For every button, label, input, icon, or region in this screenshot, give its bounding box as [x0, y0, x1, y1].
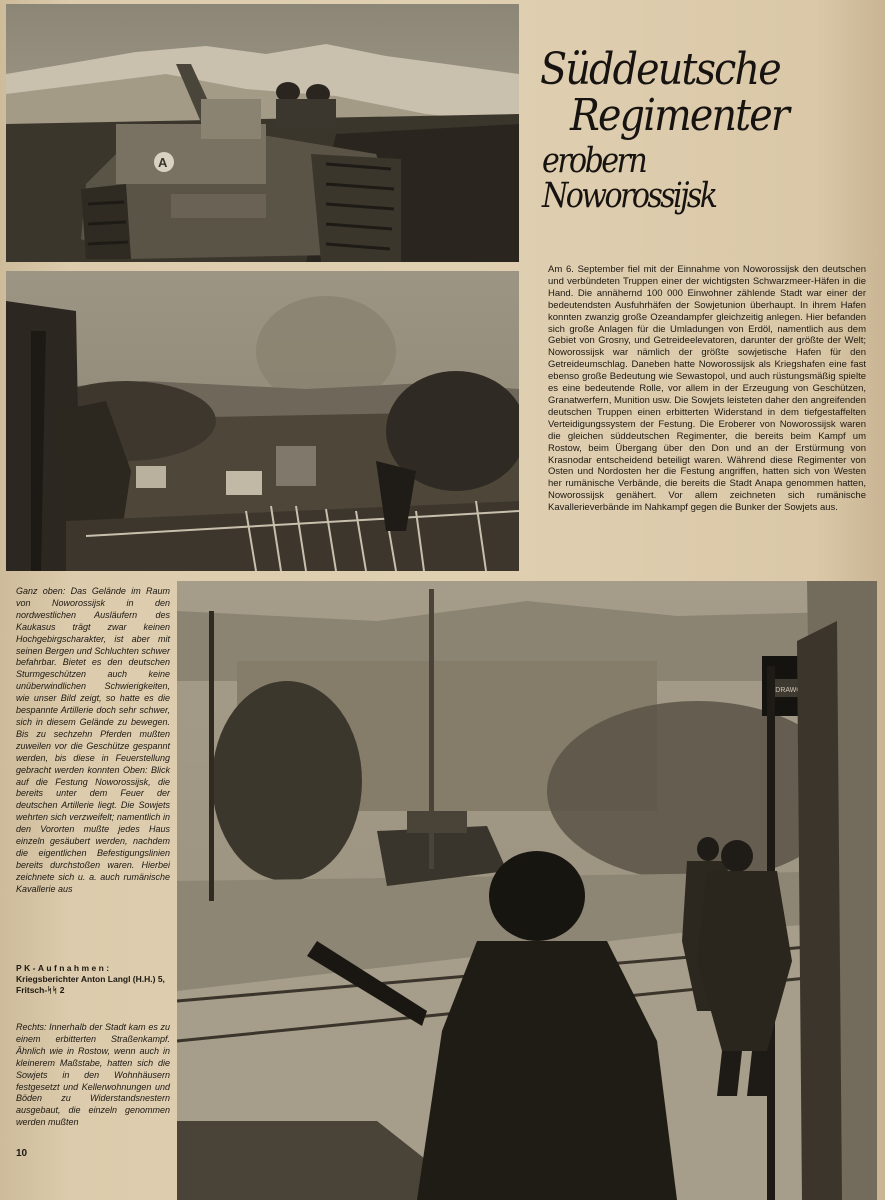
photo-credit-text: Kriegsberichter Anton Langl (H.H.) 5, Fritsch-ᛋᛋ 2 [16, 974, 165, 995]
title-line-3: erobern Noworossijsk [542, 141, 716, 216]
article-title [540, 44, 870, 216]
page-number: 10 [16, 1148, 28, 1159]
title-line-2: Regimenter [570, 90, 789, 141]
photo-credit-label: PK-Aufnahmen: [16, 963, 112, 973]
photo-caption-main: Ganz oben: Das Gelände im Raum von Noworossijsk in den nordwestlichen Ausläufern des Kaukasus trägt zwar keinen Hochgebirgscharakter, ist aber mit seinen Bergen und Schluchten schwer befahrbar. Bietet es den deutschen Sturmgeschützen auch keine unüberwindlichen Schwierigkeiten, wie unser Bild zeigt, so hatte es die bespannte Artillerie doch sehr schwer, sich in diesem Gelände zu bewegen. Bis zu sechzehn Pferden mußten zuweilen vor die Geschütze gespannt werden, bis diese in Feuerstellung gebracht werden konnten Oben: Blick auf die Festung Noworossijsk, die bereits unter dem Feuer der deutschen Artillerie liegt. Die Sowjets wehrten sich verzweifelt; namentlich in den Vororten mußte jedes Haus einzeln gesäubert werden, nachdem die eigentlichen Befestigungslinien bereits durchstoßen waren. Hierbei zeichnete sich u. a. auch rumänische Kavallerie aus [16, 586, 170, 894]
title-line-1: Süddeutsche [540, 44, 780, 95]
tank-marking: A [158, 155, 168, 170]
photo-street-fighting [177, 581, 877, 1200]
photo-town-view-image [6, 271, 519, 571]
photo-assault-gun-image [6, 4, 519, 262]
photo-caption-right: Rechts: Innerhalb der Stadt kam es zu einem erbitterten Straßenkampf. Ähnlich wie in Rostow, wenn auch in kleinerem Maßstabe, hatten sich die Sowjets in den Wohnhäusern festgesetzt und Kellerwohnungen und Böden zu Widerstandsnestern ausgebaut, die einzeln genommen werden mußten [16, 1022, 170, 1128]
photo-street-fighting-image [177, 581, 877, 1200]
photo-town-view [6, 271, 519, 571]
article-body: Am 6. September fiel mit der Einnahme von Noworossijsk den deutschen und verbündeten Truppen einer der wichtigsten Schwarzmeer-Häfen in die Hand. Die annähernd 100 000 Einwohner zählende Stadt war einer der bedeutendsten Ausfuhrhäfen der Sowjetunion überhaupt. In ihrem Hafen konnten zwanzig große Ozeandampfer gleichzeitig anlegen. Hier befanden sich große Anlagen für die Umladungen von Erdöl, namentlich aus dem Gebiet von Grosny, und Getreideelevatoren, darunter der größte der Welt; Noworossijsk war nämlich der größte sowjetische Hafen für den Getreideumschlag. Daneben hatte Noworossijsk als Kriegshafen eine fast ebenso große Bedeutung wie Sewastopol, und auch rüstungsmäßig spielte es eine bedeutende Rolle, vor allem in der Erzeugung von Geschützen, Granatwerfern, Munition usw. Die Sowjets leisteten daher den angreifenden deutschen Truppen einen erbitterten Widerstand in dem tiefgestaffelten Verteidigungssystem der Festung. Die Eroberer von Noworossijsk waren die gleichen süddeutschen Regimenter, die bereits beim Kampf um Rostow, beim Übergang über den Don und an der Erstürmung von Krasnodar entscheidend beteiligt waren. Während diese Regimenter von Osten und Nordosten her die Festung angriffen, hatten sich von Westen her rumänische Verbände, die bereits die Stadt Anapa genommen hatten, Noworossijsk genähert. Vor allem zeichneten sich rumänische Kavallerieverbände im Nahkampf gegen die Bunker der Sowjets aus. [548, 264, 866, 514]
photo-credit [16, 963, 170, 996]
photo-assault-gun [6, 4, 519, 262]
